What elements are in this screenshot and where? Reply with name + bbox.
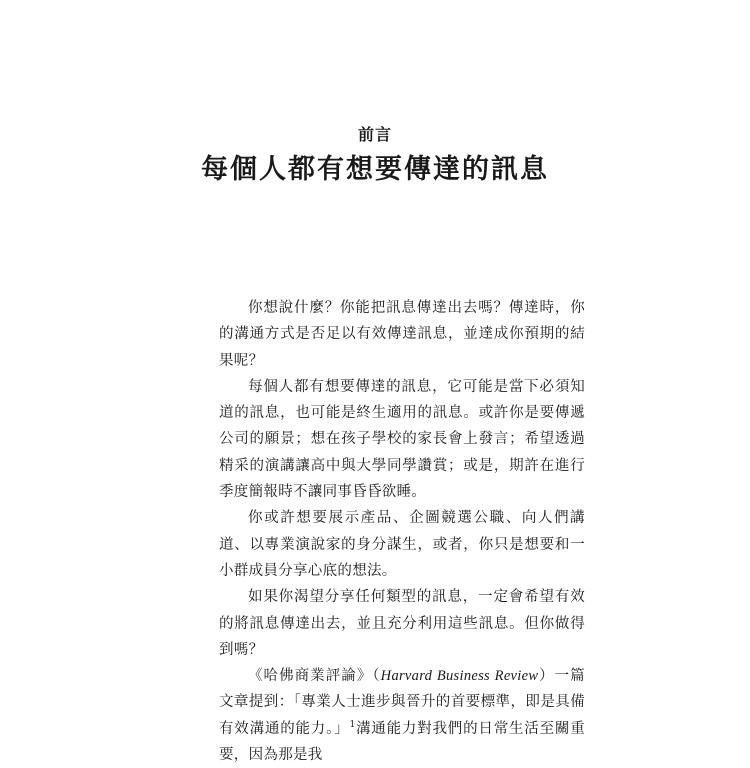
paragraph-1: 你想說什麼？你能把訊息傳達出去嗎？傳達時，你的溝通方式是否足以有效傳達訊息，並達成你預期的結果呢？ bbox=[219, 300, 585, 369]
body-text bbox=[219, 295, 585, 768]
continuation-text: 溝通能力對我們的日常生活至關重要，因為那是我 bbox=[219, 720, 586, 764]
chapter-title: 每個人都有想要傳達的訊息 bbox=[201, 154, 549, 185]
footnote-mark: 1 bbox=[349, 719, 356, 730]
quote-text: 一篇文章提到：「專業人士進步與晉升的首要標準，即是具備有效溝通的能力。」 bbox=[219, 668, 585, 737]
paragraph-4: 如果你渴望分享任何類型的訊息，一定會希望有效的將訊息傳達出去，並且充分利用這些訊息。但你做得到嗎？ bbox=[219, 589, 585, 658]
close-paren: ） bbox=[538, 668, 555, 685]
book-title-zh: 《哈佛商業評論》 bbox=[248, 668, 373, 685]
preface-label: 前言 bbox=[357, 125, 392, 144]
paragraph-5 bbox=[219, 663, 585, 768]
paragraph-3: 你或許想要展示產品、企圖競選公職、向人們講道、以專業演說家的身分謀生，或者，你只是想要和一小群成員分享心底的想法。 bbox=[219, 510, 585, 579]
paragraph-2: 每個人都有想要傳達的訊息，它可能是當下必須知道的訊息，也可能是終生適用的訊息。或許你是要傳遞公司的願景；想在孩子學校的家長會上發言；希望透過精采的演講讓高中與大學同學讚賞；或是，期許在進行季度簡報時不讓同事昏昏欲睡。 bbox=[219, 378, 585, 501]
book-title-en: Harvard Business Review bbox=[380, 668, 539, 685]
open-paren: （ bbox=[372, 668, 381, 685]
